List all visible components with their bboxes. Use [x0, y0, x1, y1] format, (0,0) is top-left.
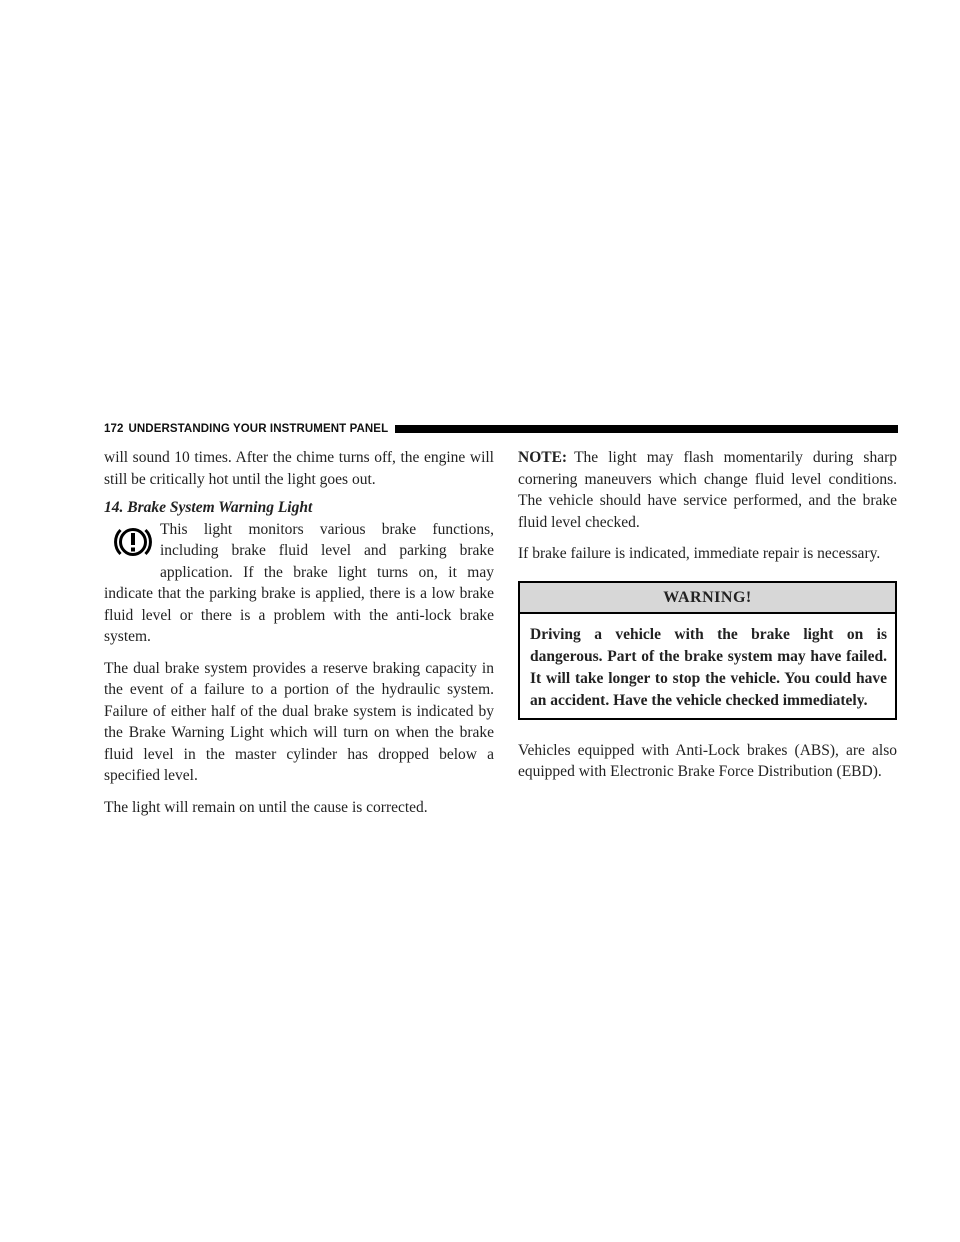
right-column — [518, 447, 897, 793]
left-column — [104, 447, 494, 828]
abs-ebd-paragraph: Vehicles equipped with Anti-Lock brakes (ABS), are also equipped with Electronic Brake Force Distribution (EBD). — [518, 741, 897, 780]
section-heading: 14. Brake System Warning Light — [104, 499, 313, 516]
dual-brake-paragraph: The dual brake system provides a reserve braking capacity in the event of a failure to a portion of the hydraulic system. Failure of either half of the dual brake system is indicated by the Brake Warning Light which will turn on when the brake fluid level in the master cylinder has dropped below a specified level. — [104, 659, 494, 784]
light-remains-paragraph: The light will remain on until the cause is corrected. — [104, 798, 428, 816]
page-number: 172 — [104, 423, 124, 435]
intro-paragraph: will sound 10 times. After the chime turns off, the engine will still be critically hot until the light goes out. — [104, 449, 494, 488]
section-title: UNDERSTANDING YOUR INSTRUMENT PANEL — [128, 423, 389, 435]
note-paragraph — [518, 447, 897, 533]
brake-failure-paragraph: If brake failure is indicated, immediate repair is necessary. — [518, 545, 881, 562]
note-text: The light may flash momentarily during sharp cornering maneuvers which change fluid level conditions. The vehicle should have service performed, and the brake fluid level checked. — [518, 449, 897, 531]
header-rule — [395, 425, 898, 433]
warning-box — [518, 581, 897, 720]
warning-title: WARNING! — [520, 583, 895, 614]
warning-body: Driving a vehicle with the brake light on is dangerous. Part of the brake system may have failed. It will take longer to stop the vehicle. You could have an accident. Have the vehicle checked immediately. — [530, 625, 887, 709]
brake-light-description: This light monitors various brake functions, including brake fluid level and parking brake application. If the brake light turns on, it may indicate that the parking brake is applied, there is a low brake fluid level or there is a problem with the anti-lock brake system. — [104, 520, 494, 645]
note-label: NOTE: — [518, 449, 568, 466]
brake-warning-icon — [112, 521, 154, 563]
page-header — [104, 422, 898, 436]
